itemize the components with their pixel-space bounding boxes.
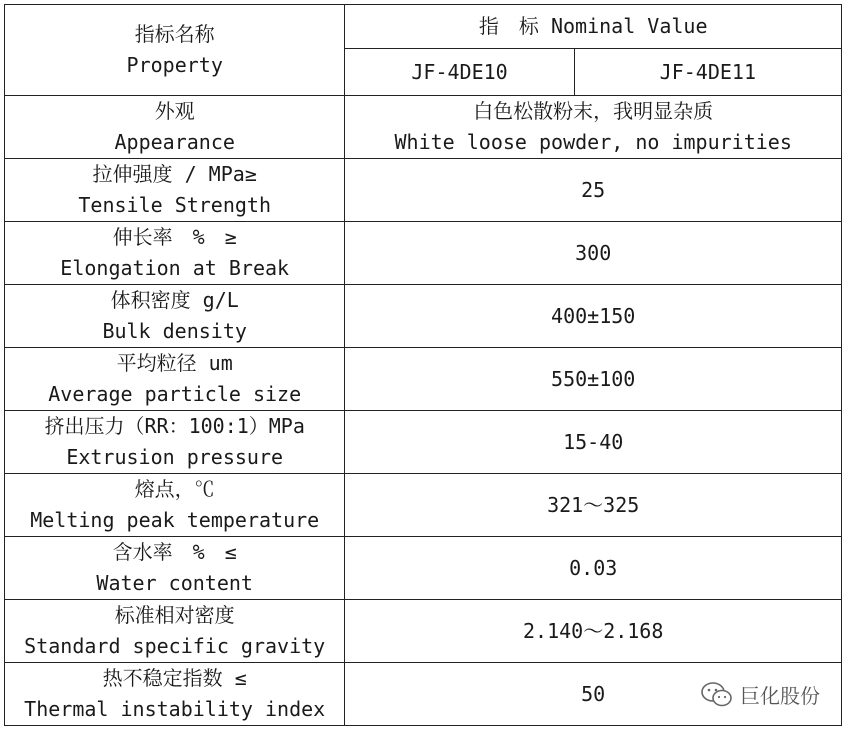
property-zh: 挤出压力（RR：100:1）MPa [44,414,305,438]
value-cell [345,96,842,159]
value-cell: 25 [345,159,842,222]
property-en: Standard specific gravity [24,634,326,658]
value-cell: 400±150 [345,285,842,348]
table-row [5,159,842,222]
property-cell [5,348,345,411]
table-row [5,222,842,285]
table-row [5,96,842,159]
property-en: Thermal instability index [24,697,326,721]
property-cell [5,600,345,663]
spec-table [4,4,842,726]
table-row [5,285,842,348]
property-cell [5,537,345,600]
header-row [5,5,842,49]
value-cell: 300 [345,222,842,285]
watermark [700,680,820,709]
property-en: Appearance [114,130,235,154]
table-row [5,474,842,537]
property-zh: 伸长率 % ≥ [112,225,237,249]
nominal-value-header: 指 标 Nominal Value [345,5,842,49]
table-row [5,600,842,663]
property-zh: 拉伸强度 / MPa≥ [92,162,257,186]
property-zh: 标准相对密度 [114,603,235,627]
property-en: Extrusion pressure [66,445,284,469]
property-en: Bulk density [102,319,247,343]
value-en: White loose powder, no impurities [394,130,792,154]
table-row [5,348,842,411]
watermark-text: 巨化股份 [740,684,820,708]
table-row [5,411,842,474]
table-row [5,537,842,600]
property-en: Elongation at Break [60,256,290,280]
value-zh: 白色松散粉末，我明显杂质 [473,99,714,123]
property-zh: 含水率 % ≤ [112,540,237,564]
grade-2-header: JF-4DE11 [574,49,841,96]
property-cell [5,663,345,726]
value-cell: 15-40 [345,411,842,474]
property-zh: 平均粒径 um [116,351,233,375]
property-en: Average particle size [48,382,302,406]
property-cell [5,474,345,537]
property-zh: 体积密度 g/L [110,288,239,312]
property-header-zh: 指标名称 [134,22,215,46]
value-cell: 0.03 [345,537,842,600]
property-header-cell [5,5,345,96]
property-cell [5,411,345,474]
property-cell [5,96,345,159]
property-header-en: Property [126,53,223,77]
value-cell: 550±100 [345,348,842,411]
property-cell [5,159,345,222]
grade-1-header: JF-4DE10 [345,49,574,96]
value-cell: 321～325 [345,474,842,537]
value-cell: 2.140～2.168 [345,600,842,663]
property-cell [5,285,345,348]
property-en: Melting peak temperature [30,508,320,532]
value-cell: 50 [345,663,842,726]
wechat-icon [700,681,734,709]
property-cell [5,222,345,285]
property-zh: 热不稳定指数 ≤ [102,666,247,690]
property-zh: 外观 [154,99,195,123]
property-zh: 熔点，℃ [134,477,215,501]
property-en: Tensile Strength [78,193,272,217]
property-en: Water content [96,571,253,595]
